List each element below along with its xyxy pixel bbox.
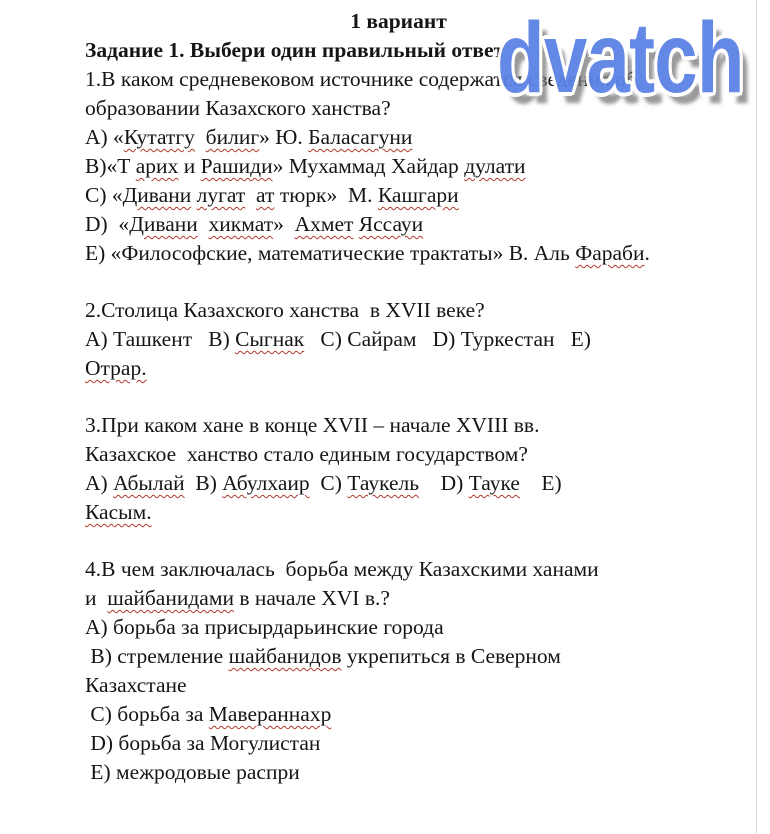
misspelled-word: Кашгари: [377, 183, 459, 207]
misspelled-word: билиг: [205, 125, 260, 149]
document-line: [85, 123, 712, 152]
misspelled-word: хикмат: [208, 212, 274, 236]
text-segment: Казахское ханство стало единым государством?: [85, 442, 528, 466]
blank-line: [85, 527, 712, 555]
document-line: [85, 584, 712, 613]
text-segment: образовании Казахского ханства?: [85, 96, 391, 120]
text-segment: B): [184, 471, 223, 495]
document-line: [85, 239, 712, 268]
text-segment: D) борьба за Могулистан: [85, 731, 321, 755]
misspelled-word: Касым.: [85, 500, 152, 524]
text-segment: B)«Т: [85, 154, 136, 178]
document-line: [85, 411, 712, 440]
misspelled-word: ат: [256, 183, 275, 207]
misspelled-word: Абылай: [113, 471, 185, 495]
text-segment: укрепиться в Северном: [341, 644, 561, 668]
text-segment: C) Сайрам D) Туркестан E): [304, 327, 591, 351]
text-segment: 1 вариант: [350, 9, 447, 33]
document-line: [85, 671, 712, 700]
text-segment: [195, 125, 206, 149]
text-segment: A) «: [85, 125, 124, 149]
text-segment: 1.В каком средневековом источнике содержатся сведения об: [85, 67, 638, 91]
document-line: [85, 354, 712, 383]
text-segment: [245, 183, 256, 207]
document-line: [85, 758, 712, 787]
misspelled-word: арих: [135, 154, 179, 178]
document-line: [85, 729, 712, 758]
document-body: [85, 7, 712, 787]
text-segment: B) стремление: [85, 644, 229, 668]
misspelled-word: Фараби: [575, 241, 645, 265]
misspelled-word: Яссауи: [358, 212, 424, 236]
document-line: [85, 642, 712, 671]
text-segment: 4.В чем заключалась борьба между Казахскими ханами: [85, 557, 599, 581]
text-segment: A): [85, 471, 114, 495]
text-segment: » Ю.: [259, 125, 309, 149]
text-segment: Задание 1. Выбери один правильный ответ: [85, 38, 505, 62]
text-segment: Казахстане: [85, 673, 187, 697]
text-segment: E): [519, 471, 562, 495]
page-edge-line: [756, 0, 757, 834]
document-line: [85, 498, 712, 527]
document-line: [85, 700, 712, 729]
text-segment: D): [419, 471, 469, 495]
document-line: [85, 469, 712, 498]
document-line: [85, 613, 712, 642]
text-segment: » Мухаммад Хайдар: [272, 154, 465, 178]
misspelled-word: Таукель: [347, 471, 420, 495]
misspelled-word: дулати: [464, 154, 526, 178]
text-segment: E) «Философские, математические трактаты» В. Аль: [85, 241, 576, 265]
misspelled-word: Баласагуни: [308, 125, 413, 149]
text-segment: 3.При каком хане в конце XVII – начале XVIII вв.: [85, 413, 540, 437]
text-segment: D) «: [85, 212, 130, 236]
text-segment: E) межродовые распри: [85, 760, 300, 784]
text-segment: A) Ташкент B): [85, 327, 236, 351]
misspelled-word: Тауке: [468, 471, 520, 495]
blank-line: [85, 268, 712, 296]
text-segment: 2.Столица Казахского ханства в XVII веке?: [85, 298, 485, 322]
misspelled-word: Рашиди: [200, 154, 273, 178]
misspelled-word: Кутатгу: [123, 125, 195, 149]
text-segment: C) «: [85, 183, 123, 207]
watermark-text: dvatch: [497, 2, 744, 114]
document-line: [85, 210, 712, 239]
document-line: [85, 181, 712, 210]
misspelled-word: Мавераннахр: [208, 702, 332, 726]
text-segment: и: [85, 586, 108, 610]
document-line: [85, 325, 712, 354]
misspelled-word: Отрар.: [85, 356, 147, 380]
text-segment: »: [273, 212, 295, 236]
misspelled-word: Дивани: [129, 212, 198, 236]
misspelled-word: лугат: [196, 183, 246, 207]
misspelled-word: шайбанидами: [107, 586, 234, 610]
document-line: [85, 152, 712, 181]
text-segment: и: [178, 154, 201, 178]
text-segment: C) борьба за: [85, 702, 209, 726]
misspelled-word: Дивани: [122, 183, 192, 207]
text-segment: в начале XVI в.?: [233, 586, 390, 610]
text-segment: C): [309, 471, 348, 495]
document-line: [85, 555, 712, 584]
text-segment: .: [644, 241, 650, 265]
document-line: [85, 296, 712, 325]
document-line: [85, 440, 712, 469]
text-segment: тюрк» М.: [274, 183, 378, 207]
blank-line: [85, 383, 712, 411]
misspelled-word: шайбанидов: [228, 644, 342, 668]
misspelled-word: Сыгнак: [235, 327, 305, 351]
misspelled-word: Абулхаир: [222, 471, 310, 495]
text-segment: [198, 212, 209, 236]
text-segment: A) борьба за присырдарьинские города: [85, 615, 444, 639]
misspelled-word: Ахмет: [294, 212, 354, 236]
